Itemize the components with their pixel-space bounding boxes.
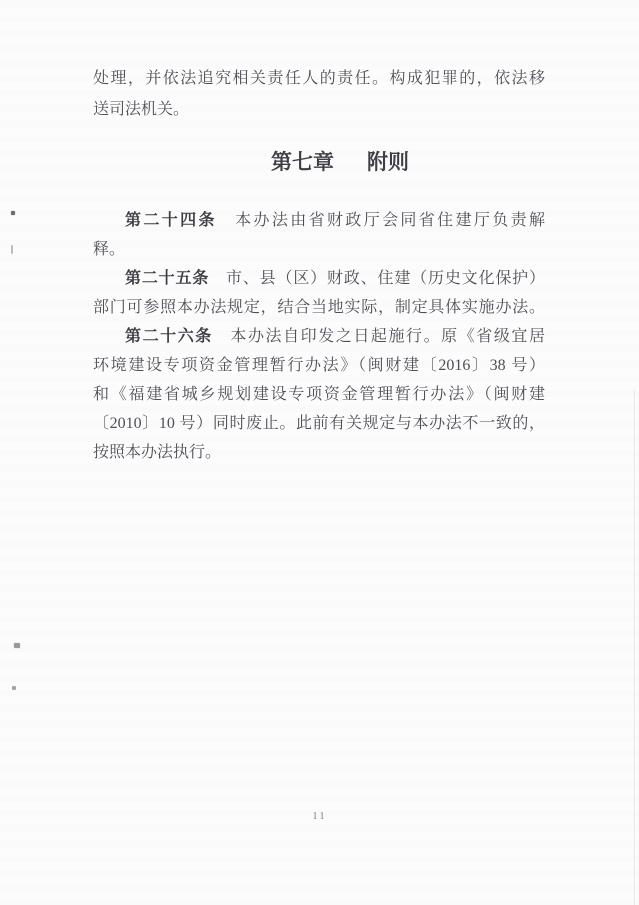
chapter-title: 附则 — [367, 150, 409, 174]
article-24-line-2: 释。 — [93, 241, 126, 258]
article-26-text: 本办法自印发之日起施行。原《省级宜居 — [212, 328, 545, 345]
article-25-line-1 — [93, 264, 545, 293]
paragraph-continuation — [93, 63, 545, 125]
article-26-line-1 — [93, 322, 545, 351]
article-24-text: 本办法由省财政厅会同省住建厅负责解 — [216, 212, 545, 229]
article-25-text: 市、县（区）财政、住建（历史文化保护） — [209, 270, 545, 287]
article-26-line-3: 和《福建省城乡规划建设专项资金管理暂行办法》（闽财建 — [93, 386, 545, 403]
article-26-line-4: 〔2010〕10 号）同时废止。此前有关规定与本办法不一致的， — [93, 415, 545, 432]
article-24-line-1 — [93, 206, 545, 235]
article-26-number: 第二十六条 — [125, 328, 213, 345]
article-25-number: 第二十五条 — [125, 270, 210, 287]
articles-section — [93, 206, 545, 467]
scan-speck — [12, 686, 16, 690]
article-26-line-2: 环境建设专项资金管理暂行办法》（闽财建〔2016〕38 号） — [93, 357, 545, 374]
scan-speck — [14, 643, 20, 648]
scan-speck — [11, 211, 15, 215]
scan-page-edge-line — [634, 390, 635, 905]
article-24-number: 第二十四条 — [125, 212, 217, 229]
article-25-line-2: 部门可参照本办法规定，结合当地实际，制定具体实施办法。 — [93, 299, 545, 316]
scan-speck — [11, 245, 13, 254]
page-number: 11 — [312, 810, 327, 822]
article-26-line-5: 按照本办法执行。 — [93, 444, 222, 461]
chapter-number: 第七章 — [271, 150, 334, 174]
chapter-heading — [114, 147, 566, 178]
text-line: 送司法机关。 — [93, 101, 190, 118]
text-line: 处理，并依法追究相关责任人的责任。构成犯罪的，依法移 — [93, 70, 545, 87]
